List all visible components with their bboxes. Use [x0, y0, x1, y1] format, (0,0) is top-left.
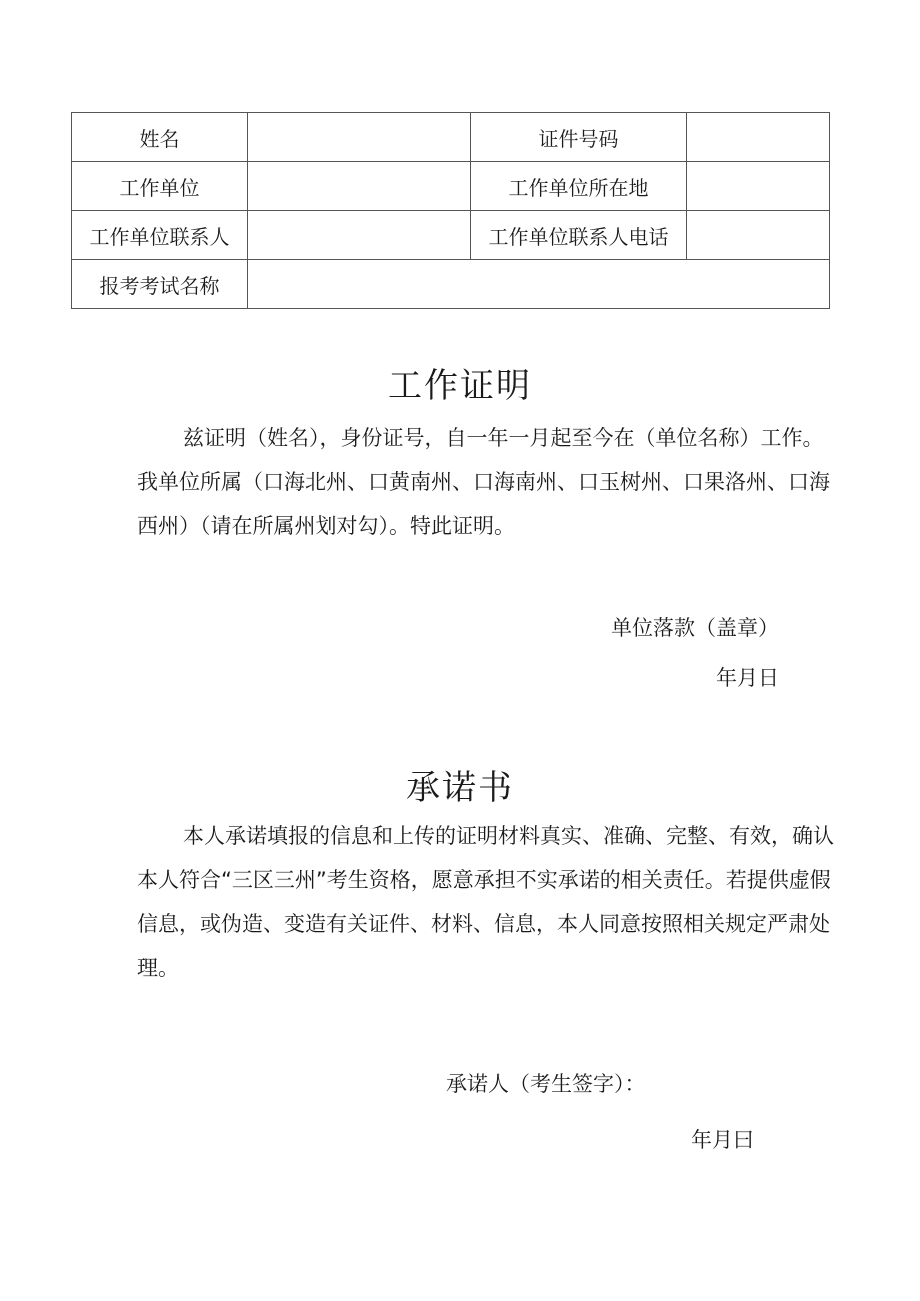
- form-row-name: [72, 113, 830, 162]
- certificate-body: [137, 416, 837, 548]
- form-row-exam: [72, 260, 830, 309]
- seal-line: 单位落款（盖章）: [611, 616, 779, 640]
- pledge-date-line: 年月曰: [691, 1128, 754, 1152]
- name-field[interactable]: [248, 113, 471, 162]
- name-label: 姓名: [72, 113, 248, 162]
- contact-person-field[interactable]: [248, 211, 471, 260]
- signer-line: 承诺人（考生签字）：: [446, 1072, 646, 1096]
- employer-location-field[interactable]: [687, 162, 830, 211]
- pledge-title: 承诺书: [406, 768, 514, 808]
- pledge-body-text: 本人承诺填报的信息和上传的证明材料真实、准确、完整、有效，确认本人符合“三区三州”考生资格，愿意承担不实承诺的相关责任。若提供虚假信息，或伪造、变造有关证件、材料、信息，本人同意按照相关规定严肃处理。: [137, 824, 834, 980]
- contact-person-label: 工作单位联系人: [72, 211, 248, 260]
- exam-name-field[interactable]: [248, 260, 830, 309]
- certificate-body-text: 兹证明（姓名），身份证号，自一年一月起至今在（单位名称）工作。我单位所属（口海北州、口黄南州、口海南州、口玉树州、口果洛州、口海西州）（请在所属州划对勾）。特此证明。: [137, 426, 830, 538]
- form-row-employer: [72, 162, 830, 211]
- employer-field[interactable]: [248, 162, 471, 211]
- form-row-contact: [72, 211, 830, 260]
- contact-phone-field[interactable]: [687, 211, 830, 260]
- certificate-title: 工作证明: [388, 366, 532, 406]
- info-form-table: [71, 112, 830, 309]
- pledge-body: [137, 814, 837, 990]
- exam-name-label: 报考考试名称: [72, 260, 248, 309]
- id-number-field[interactable]: [687, 113, 830, 162]
- id-number-label: 证件号码: [471, 113, 687, 162]
- employer-location-label: 工作单位所在地: [471, 162, 687, 211]
- contact-phone-label: 工作单位联系人电话: [471, 211, 687, 260]
- certificate-date-line: 年月日: [716, 666, 779, 690]
- employer-label: 工作单位: [72, 162, 248, 211]
